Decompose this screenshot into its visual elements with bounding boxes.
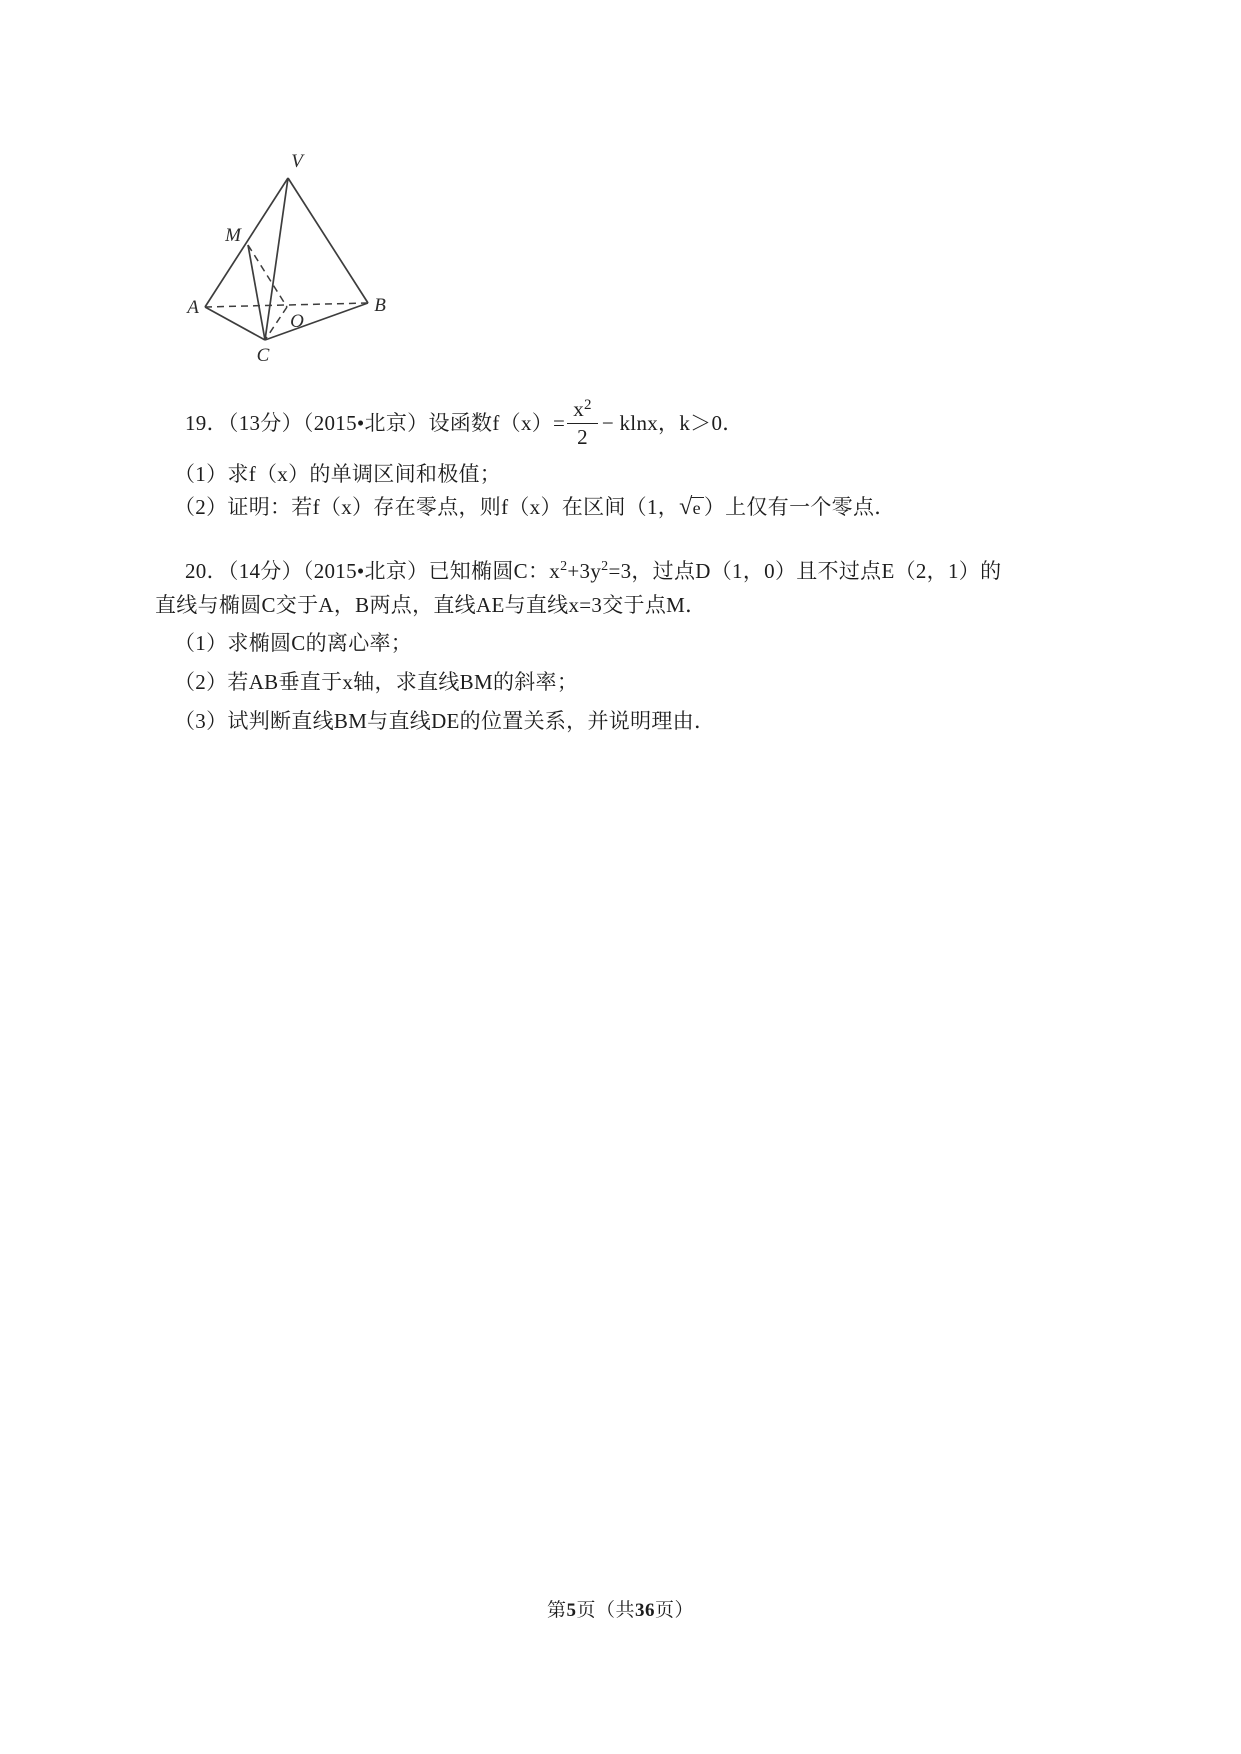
- question-19-heading: [185, 394, 744, 452]
- x-exponent: 2: [560, 559, 568, 574]
- q19-part2-text: （2）证明：若f（x）存在零点，则f（x）在区间（1，: [174, 495, 680, 519]
- figure-dashed-edges: [205, 245, 368, 340]
- radicand-e: e: [691, 497, 704, 518]
- q20-head-mid: +3y: [567, 559, 602, 583]
- footer-text-post: 页）: [655, 1600, 695, 1621]
- vertex-label-B: B: [374, 295, 386, 316]
- q19-part-2: [174, 492, 896, 523]
- edge-AC: [205, 307, 265, 340]
- radical-sign: √: [679, 494, 693, 520]
- page-footer: [0, 1596, 1241, 1626]
- question-20-heading: [185, 556, 1001, 586]
- figure-labels: [185, 151, 386, 366]
- fraction-denominator: 2: [577, 424, 588, 449]
- pyramid-figure: [182, 142, 396, 370]
- vertex-label-O: O: [290, 311, 304, 332]
- q20-head-tail: =3，过点D（1，0）且不过点E（2，1）的: [608, 559, 1002, 583]
- q20-continuation-line: 直线与椭圆C交于A，B两点，直线AE与直线x=3交于点M．: [155, 593, 707, 617]
- sqrt-e-expression: [679, 495, 704, 519]
- footer-text-pre: 第: [546, 1600, 567, 1621]
- vertex-label-C: C: [256, 345, 270, 366]
- footer-page-number: 5: [566, 1600, 577, 1621]
- figure-solid-edges: [205, 178, 368, 340]
- fraction-numerator-exponent: 2: [584, 396, 592, 413]
- vertex-label-M: M: [225, 225, 241, 246]
- edge-BC: [265, 303, 368, 340]
- q19-part2-tail: ）上仅有一个零点．: [703, 495, 896, 519]
- footer-total-pages: 36: [635, 1600, 655, 1621]
- q20-part-3: （3）试判断直线BM与直线DE的位置关系，并说明理由．: [174, 709, 716, 733]
- edge-VC: [265, 178, 288, 340]
- edge-VB: [288, 178, 368, 303]
- vertex-label-V: V: [291, 151, 303, 172]
- vertex-label-A: A: [187, 297, 199, 318]
- q20-head-text: 20．（14分）（2015•北京）已知椭圆C：x: [185, 559, 561, 583]
- footer-text-mid: 页（共: [576, 1600, 635, 1621]
- q19-head-text: 19．（13分）（2015•北京）设函数f（x）=: [185, 411, 566, 435]
- q20-part-1: （1）求椭圆C的离心率；: [174, 631, 413, 655]
- fraction-numerator-base: x: [573, 396, 584, 421]
- y-exponent: 2: [601, 559, 609, 574]
- q19-part-1: （1）求f（x）的单调区间和极值；: [174, 462, 502, 486]
- q19-head-tail: − klnx，k＞0．: [601, 411, 744, 435]
- fraction-numerator: [567, 396, 598, 424]
- fraction-x-squared-over-2: [567, 396, 598, 449]
- q20-part-2: （2）若AB垂直于x轴，求直线BM的斜率；: [174, 670, 579, 694]
